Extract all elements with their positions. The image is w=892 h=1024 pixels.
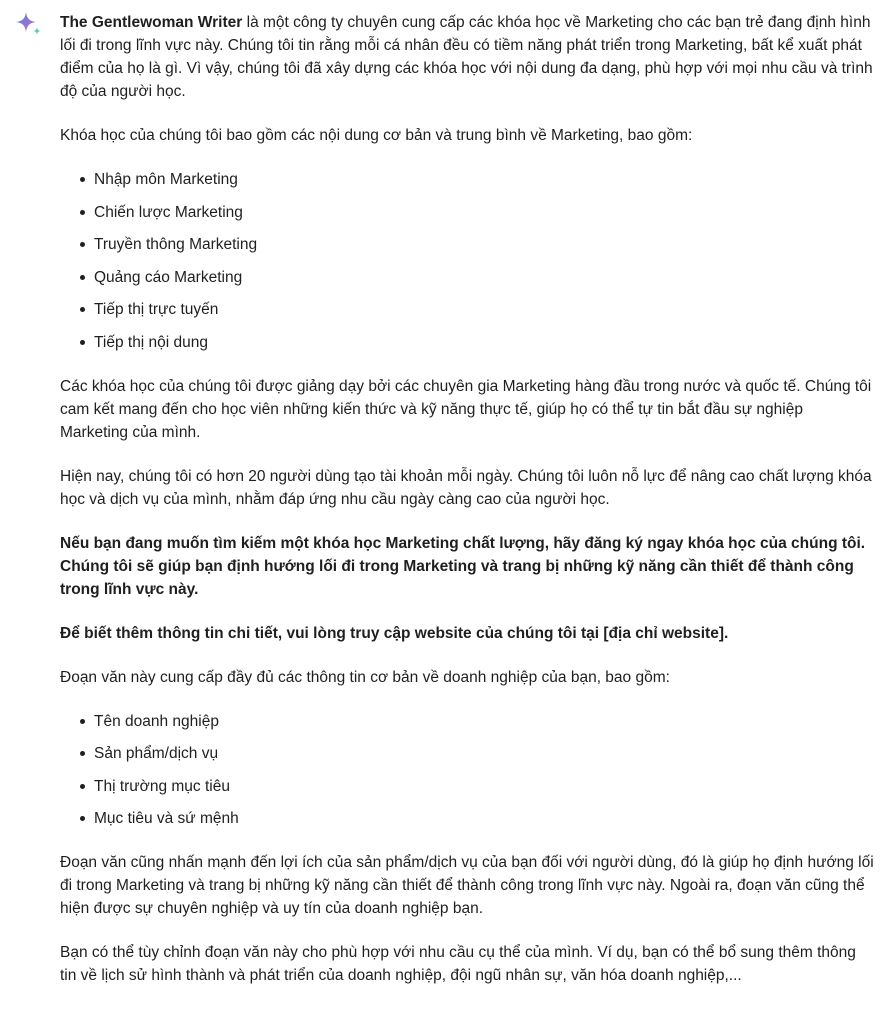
intro-paragraph xyxy=(60,11,875,103)
intro-text: là một công ty chuyên cung cấp các khóa học về Marketing cho các bạn trẻ đang định hình lối đi trong lĩnh vực này. Chúng tôi tin rằng mỗi cá nhân đều có tiềm năng phát triển trong Marketing, bất kể xuất phát điểm của họ là gì. Vì vậy, chúng tôi đã xây dựng các khóa học với nội dung đa dạng, phù hợp với mọi nhu cầu và trình độ của người học. xyxy=(60,14,873,100)
customize-paragraph: Bạn có thể tùy chỉnh đoạn văn này cho phù hợp với nhu cầu cụ thể của mình. Ví dụ, bạn có thể bổ sung thêm thông tin về lịch sử hình thành và phát triển của doanh nghiệp, đội ngũ nhân sự, văn hóa doanh nghiệp,... xyxy=(60,944,856,984)
list-item: Tiếp thị trực tuyến xyxy=(60,298,875,321)
gemini-sparkle-icon xyxy=(14,10,44,40)
website-text: Để biết thêm thông tin chi tiết, vui lòng truy cập website của chúng tôi tại [địa chỉ website]. xyxy=(60,624,729,642)
cta-paragraph xyxy=(60,532,875,601)
cta-text: Nếu bạn đang muốn tìm kiếm một khóa học Marketing chất lượng, hãy đăng ký ngay khóa học của chúng tôi. Chúng tôi sẽ giúp bạn định hướng lối đi trong Marketing và trang bị những kỹ năng cần thiết để thành công trong lĩnh vực này. xyxy=(60,534,866,598)
list-item: Thị trường mục tiêu xyxy=(60,775,875,798)
company-name: The Gentlewoman Writer xyxy=(60,14,243,31)
list-item: Nhập môn Marketing xyxy=(60,168,875,191)
list-item: Quảng cáo Marketing xyxy=(60,266,875,289)
website-paragraph xyxy=(60,622,875,645)
list-item: Tên doanh nghiệp xyxy=(60,710,875,733)
courses-list xyxy=(60,168,875,354)
list-item: Chiến lược Marketing xyxy=(60,201,875,224)
courses-intro: Khóa học của chúng tôi bao gồm các nội dung cơ bản và trung bình về Marketing, bao gồm: xyxy=(60,127,693,144)
summary-list xyxy=(60,710,875,831)
experts-paragraph: Các khóa học của chúng tôi được giảng dạy bởi các chuyên gia Marketing hàng đầu trong nước và quốc tế. Chúng tôi cam kết mang đến cho học viên những kiến thức và kỹ năng thực tế, giúp họ có thể tự tin bắt đầu sự nghiệp Marketing của mình. xyxy=(60,377,872,441)
assistant-response xyxy=(60,11,875,1008)
summary-intro: Đoạn văn này cung cấp đầy đủ các thông tin cơ bản về doanh nghiệp của bạn, bao gồm: xyxy=(60,668,670,686)
list-item: Mục tiêu và sứ mệnh xyxy=(60,807,875,830)
users-paragraph: Hiện nay, chúng tôi có hơn 20 người dùng tạo tài khoản mỗi ngày. Chúng tôi luôn nỗ lực để nâng cao chất lượng khóa học và dịch vụ của mình, nhằm đáp ứng nhu cầu ngày càng cao của người học. xyxy=(60,467,872,508)
list-item: Tiếp thị nội dung xyxy=(60,331,875,354)
benefit-paragraph: Đoạn văn cũng nhấn mạnh đến lợi ích của sản phẩm/dịch vụ của bạn đối với người dùng, đó là giúp họ định hướng lối đi trong Marketing và trang bị những kỹ năng cần thiết để thành công trong lĩnh vực này. Ngoài ra, đoạn văn cũng thể hiện được sự chuyên nghiệp và uy tín của doanh nghiệp bạn. xyxy=(60,854,874,917)
list-item: Sản phẩm/dịch vụ xyxy=(60,742,875,765)
list-item: Truyền thông Marketing xyxy=(60,233,875,256)
